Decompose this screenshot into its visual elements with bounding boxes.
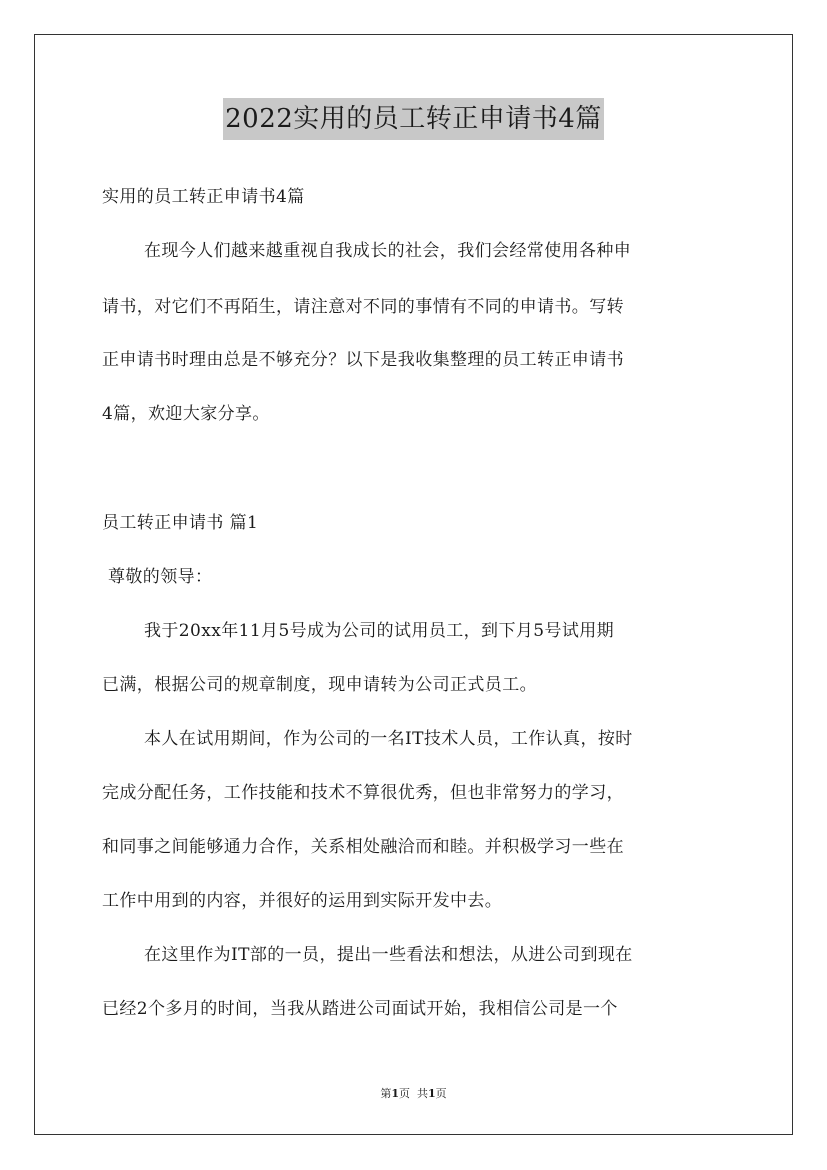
intro-line: 4篇，欢迎大家分享。 (102, 404, 270, 424)
body-line: 已经2个多月的时间，当我从踏进公司面试开始，我相信公司是一个 (102, 999, 618, 1019)
footer-page-total: 1 (428, 1087, 436, 1100)
footer-page-mid: 页 共 (399, 1087, 428, 1100)
body-line: 已满，根据公司的规章制度，现申请转为公司正式员工。 (102, 675, 537, 695)
intro-line: 正申请书时理由总是不够充分？以下是我收集整理的员工转正申请书 (102, 350, 624, 370)
footer-page-suffix: 页 (435, 1087, 447, 1100)
intro-line: 请书，对它们不再陌生，请注意对不同的事情有不同的申请书。写转 (102, 297, 624, 317)
body-line: 完成分配任务，工作技能和技术不算很优秀，但也非常努力的学习， (102, 783, 624, 803)
body-line: 工作中用到的内容，并很好的运用到实际开发中去。 (102, 891, 503, 911)
footer-page-prefix: 第 (380, 1087, 392, 1100)
title-container (0, 98, 827, 140)
body-line: 本人在试用期间，作为公司的一名IT技术人员，工作认真，按时 (144, 729, 633, 749)
body-line: 我于20xx年11月5号成为公司的试用员工，到下月5号试用期 (144, 621, 615, 641)
page-footer (0, 1085, 827, 1101)
body-line: 和同事之间能够通力合作，关系相处融洽而和睦。并积极学习一些在 (102, 837, 624, 857)
footer-page-number: 1 (391, 1087, 399, 1100)
salutation: 尊敬的领导： (108, 567, 213, 587)
body-line: 在这里作为IT部的一员，提出一些看法和想法，从进公司到现在 (144, 945, 633, 965)
section-heading: 员工转正申请书 篇1 (102, 513, 259, 533)
intro-line: 在现今人们越来越重视自我成长的社会，我们会经常使用各种申 (144, 241, 632, 261)
document-title: 2022实用的员工转正申请书4篇 (223, 98, 604, 140)
document-subtitle: 实用的员工转正申请书4篇 (102, 187, 305, 207)
